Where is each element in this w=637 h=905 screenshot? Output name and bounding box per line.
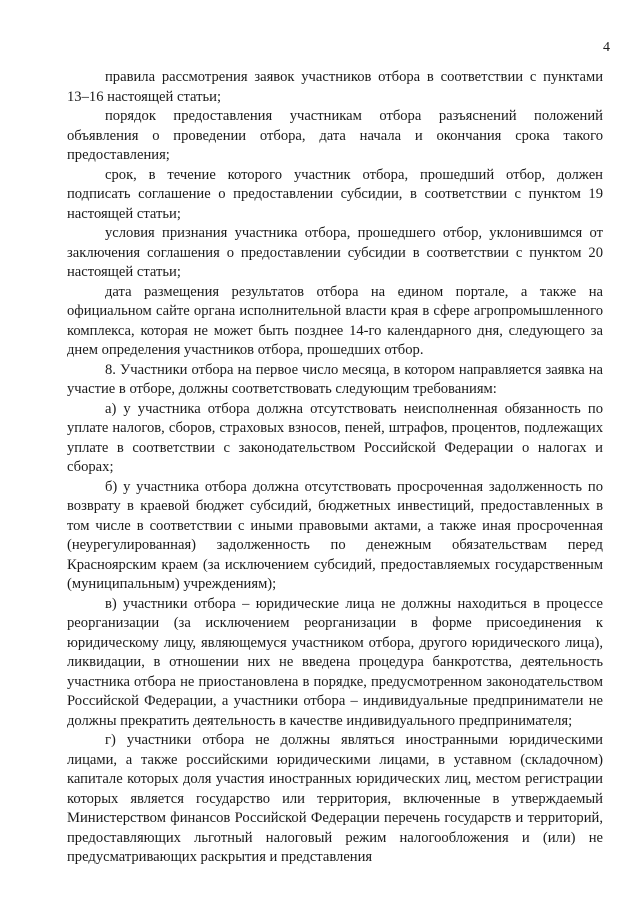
paragraph-rules-review: правила рассмотрения заявок участников отбора в соответствии с пунктами 13–16 настоящей статьи; — [67, 69, 603, 105]
paragraph-item-b: б) у участника отбора должна отсутствовать просроченная задолженность по возврату в краевой бюджет субсидий, бюджетных инвестиций, предоставленных в том числе в соответствии с иными правовыми актами, а также иная просроченная (неурегулированная) задолженность по денежным обязательствам перед Красноярским краем (за исключением субсидий, предоставляемых государственным (муниципальным) учреждениям); — [67, 478, 603, 592]
paragraph-results-publication: дата размещения результатов отбора на едином портале, а также на официальном сайте органа исполнительной власти края в сфере агропромышленного комплекса, которая не может быть позднее 14-го календарного дня, следующего за днем определения участников отбора, прошедших отбор. — [67, 283, 603, 358]
paragraph-item-a: а) у участника отбора должна отсутствовать неисполненная обязанность по уплате налогов, сборов, страховых взносов, пеней, штрафов, процентов, подлежащих уплате в соответствии с законодательством Российской Федерации о налогах и сборах; — [67, 400, 603, 475]
paragraph-evasion-conditions: условия признания участника отбора, прошедшего отбор, уклонившимся от заключения соглашения о предоставлении субсидии в соответствии с пунктом 20 настоящей статьи; — [67, 225, 603, 280]
paragraph-signing-deadline: срок, в течение которого участник отбора, прошедший отбор, должен подписать соглашение о предоставлении субсидии, в соответствии с пунктом 19 настоящей статьи; — [67, 166, 603, 222]
paragraph-item-v: в) участники отбора – юридические лица не должны находиться в процессе реорганизации (за исключением реорганизации в форме присоединения к юридическому лицу, являющемуся участником отбора, другого юридического лица), ликвидации, в отношении них не введена процедура банкротства, деятельность участника отбора не приостановлена в порядке, предусмотренном законодательством Российской Федерации, а участники отбора – индивидуальные предприниматели не должны прекратить деятельность в качестве индивидуального предпринимателя; — [67, 595, 603, 729]
page-number: 4 — [603, 40, 610, 55]
document-body — [67, 68, 603, 868]
paragraph-requirements-intro: 8. Участники отбора на первое число месяца, в котором направляется заявка на участие в отборе, должны соответствовать следующим требованиям: — [67, 361, 603, 397]
paragraph-clarifications: порядок предоставления участникам отбора разъяснений положений объявления о проведении отбора, дата начала и окончания срока такого предоставления; — [67, 108, 603, 163]
paragraph-item-g: г) участники отбора не должны являться иностранными юридическими лицами, а также российскими юридическими лицами, в уставном (складочном) капитале которых доля участия иностранных юридических лиц, местом регистрации которых является государство или территория, включенные в утверждаемый Министерством финансов Российской Федерации перечень государств и территорий, предоставляющих льготный налоговый режим налогообложения и (или) не предусматривающих раскрытия и представления — [67, 732, 603, 865]
